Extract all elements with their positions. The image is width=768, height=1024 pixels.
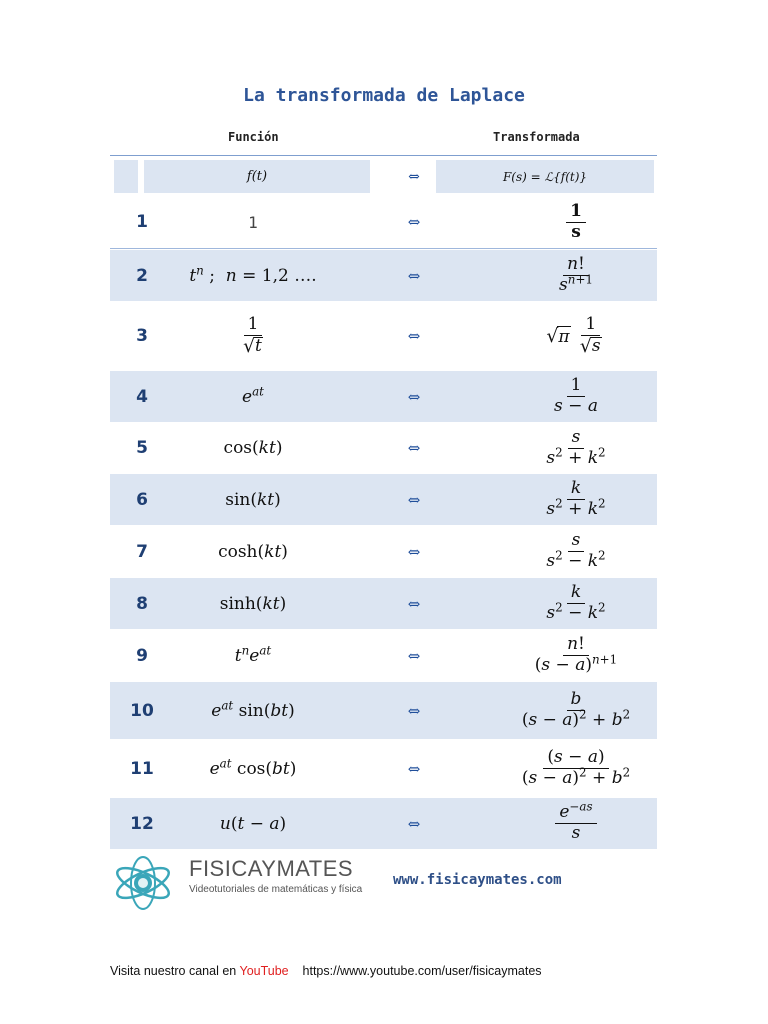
equivalence-arrow: ⇔	[407, 542, 421, 561]
youtube-link[interactable]: YouTube	[239, 964, 289, 978]
header-number-cell	[114, 160, 138, 193]
row-number: 9	[136, 645, 148, 666]
table-row	[110, 250, 657, 301]
function-formula: $e^{at}$ sin(bt)	[211, 697, 295, 721]
footer-text: Visita nuestro canal en	[110, 964, 237, 978]
function-formula: sinh(kt)	[219, 593, 287, 614]
header-divider	[110, 155, 657, 156]
table-row	[110, 682, 657, 739]
brand-name: FISICAYMATES	[189, 856, 354, 881]
equivalence-arrow: ⇔	[407, 814, 421, 833]
transform-formula: $\frac{1}{s}$	[456, 196, 696, 248]
equivalence-arrow: ⇔	[407, 759, 421, 778]
youtube-url[interactable]: https://www.youtube.com/user/fisicaymates	[302, 964, 542, 978]
equivalence-arrow: ⇔	[407, 490, 421, 509]
row-number: 2	[136, 265, 148, 286]
transform-formula: $\frac{1}{s - a}$	[554, 375, 598, 416]
function-formula: u(t − a)	[219, 813, 287, 834]
header-function-cell: f(t)	[144, 160, 370, 193]
transform-formula: $\frac{k}{s^2 + k^2}$	[546, 478, 606, 519]
table-row	[110, 423, 657, 473]
function-formula: $t^ne^{at}$	[234, 642, 272, 666]
transform-formula: $\frac{b}{(s - a)^2 + b^2}$	[521, 689, 631, 730]
function-formula: 1 √ t	[243, 313, 262, 357]
equivalence-arrow: ⇔	[407, 327, 421, 345]
row-number: 1	[136, 212, 148, 232]
footer	[110, 964, 542, 978]
table-row	[110, 798, 657, 849]
table-row	[110, 371, 657, 422]
equivalence-arrow: ⇔	[407, 439, 421, 457]
transform-formula: $\frac{k}{s^2 - k^2}$	[546, 582, 606, 623]
table-row	[110, 196, 657, 249]
transform-formula: $\frac{n!}{s^{n+1}}$	[559, 254, 593, 295]
table-row	[110, 740, 657, 797]
website-link[interactable]: www.fisicaymates.com	[393, 872, 562, 888]
header-transform-cell: F(s) = ℒ{f(t)}	[436, 160, 654, 193]
row-number: 3	[136, 326, 148, 346]
function-formula: cos(kt)	[223, 438, 283, 458]
row-number: 7	[136, 541, 148, 562]
equivalence-arrow: ⇔	[407, 646, 421, 665]
function-column-header: Función	[228, 130, 279, 144]
row-number: 4	[136, 386, 148, 407]
transform-formula: $\frac{s}{s^2 - k^2}$	[546, 530, 606, 571]
atom-logo-icon	[112, 852, 174, 912]
table-row	[110, 630, 657, 681]
equivalence-arrow: ⇔	[407, 701, 421, 720]
equivalence-arrow: ⇔	[407, 594, 421, 613]
table-row	[110, 474, 657, 525]
transform-formula: $\frac{n!}{(s - a)^{n+1}}$	[534, 634, 618, 675]
equivalence-arrow: ⇔	[407, 266, 421, 285]
function-formula: cosh(kt)	[218, 541, 288, 562]
transform-formula: $\frac{e^{-as}}{s}$	[456, 798, 696, 849]
function-formula: sin(kt)	[225, 489, 281, 510]
row-number: 10	[130, 700, 154, 721]
transform-formula: $\frac{(s - a)}{(s - a)^2 + b^2}$	[521, 747, 631, 788]
row-number: 11	[130, 758, 154, 779]
transform-formula: √ π 1 √ s	[546, 313, 601, 357]
transform-column-header: Transformada	[493, 130, 580, 144]
equivalence-arrow: ⇔	[407, 387, 421, 406]
function-formula: $t^n$ ; n = 1,2 ….	[189, 262, 317, 286]
brand-tagline: Videotutoriales de matemáticas y física	[189, 884, 363, 895]
transform-formula: $\frac{s}{s^2 + k^2}$	[546, 426, 606, 468]
function-formula: 1	[248, 212, 258, 232]
table-row	[110, 578, 657, 629]
row-number: 5	[136, 438, 148, 458]
function-formula: $e^{at}$	[242, 383, 264, 407]
row-number: 12	[130, 813, 154, 834]
table-row	[110, 526, 657, 577]
equivalence-arrow: ⇔	[407, 213, 421, 231]
header-equivalence-arrow: ⇔	[408, 168, 420, 185]
function-formula: $e^{at}$ cos(bt)	[209, 755, 297, 779]
page-title: La transformada de Laplace	[243, 85, 525, 106]
table-row	[110, 302, 657, 370]
row-number: 8	[136, 593, 148, 614]
row-number: 6	[136, 489, 148, 510]
